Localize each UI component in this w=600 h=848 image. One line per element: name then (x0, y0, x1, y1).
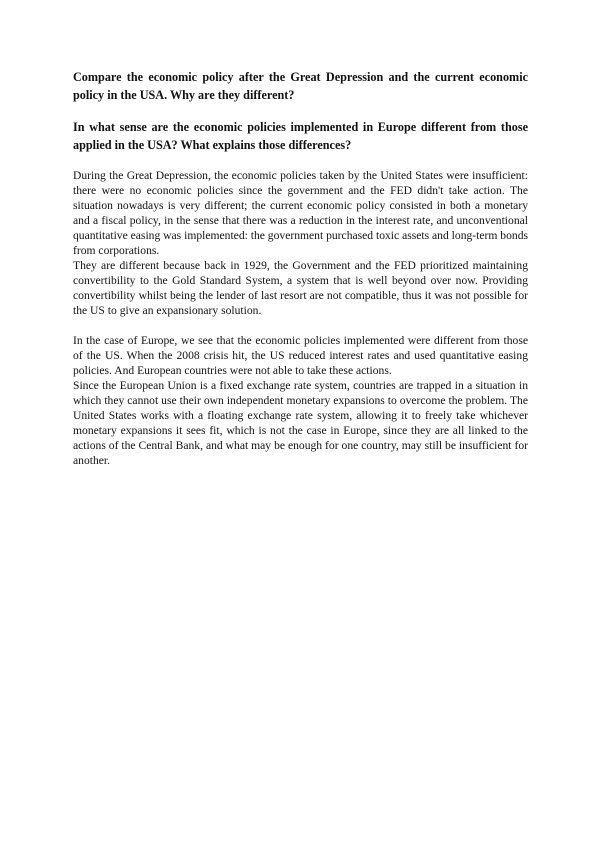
document-page (73, 68, 528, 468)
question-2-heading: In what sense are the economic policies implemented in Europe different from those applied in the USA? What explains those differences? (73, 120, 528, 152)
paragraph-why-different: They are different because back in 1929, the Government and the FED prioritized maintaining convertibility to the Gold Standard System, a system that is well beyond over now. Providing convertibility whilst being the lender of last resort are not compatible, thus it was not possible for the US to give an expansionary solution. (73, 259, 528, 317)
paragraph-europe: In the case of Europe, we see that the economic policies implemented were different from those of the US. When the 2008 crisis hit, the US reduced interest rates and used quantitative easing policies. And European countries were not able to take these actions. (73, 334, 528, 377)
paragraph-great-depression: During the Great Depression, the economic policies taken by the United States were insufficient: there were no economic policies since the government and the FED didn't take action. The situation nowadays is very different; the current economic policy consisted in both a monetary and a fiscal policy, in the sense that there was a reduction in the interest rate, and unconventional quantitative easing was implemented: the government purchased toxic assets and long-term bonds from corporations. (73, 169, 528, 257)
paragraph-spacer (73, 318, 528, 333)
paragraph-exchange-rate: Since the European Union is a fixed exchange rate system, countries are trapped in a situation in which they cannot use their own independent monetary expansions to overcome the problem. The United States works with a floating exchange rate system, allowing it to freely take whichever monetary expansions it sees fit, which is not the case in Europe, since they are all linked to the actions of the Central Bank, and what may be enough for one country, may still be insufficient for another. (73, 379, 528, 467)
question-1-heading: Compare the economic policy after the Great Depression and the current economic policy in the USA. Why are they different? (73, 70, 528, 102)
